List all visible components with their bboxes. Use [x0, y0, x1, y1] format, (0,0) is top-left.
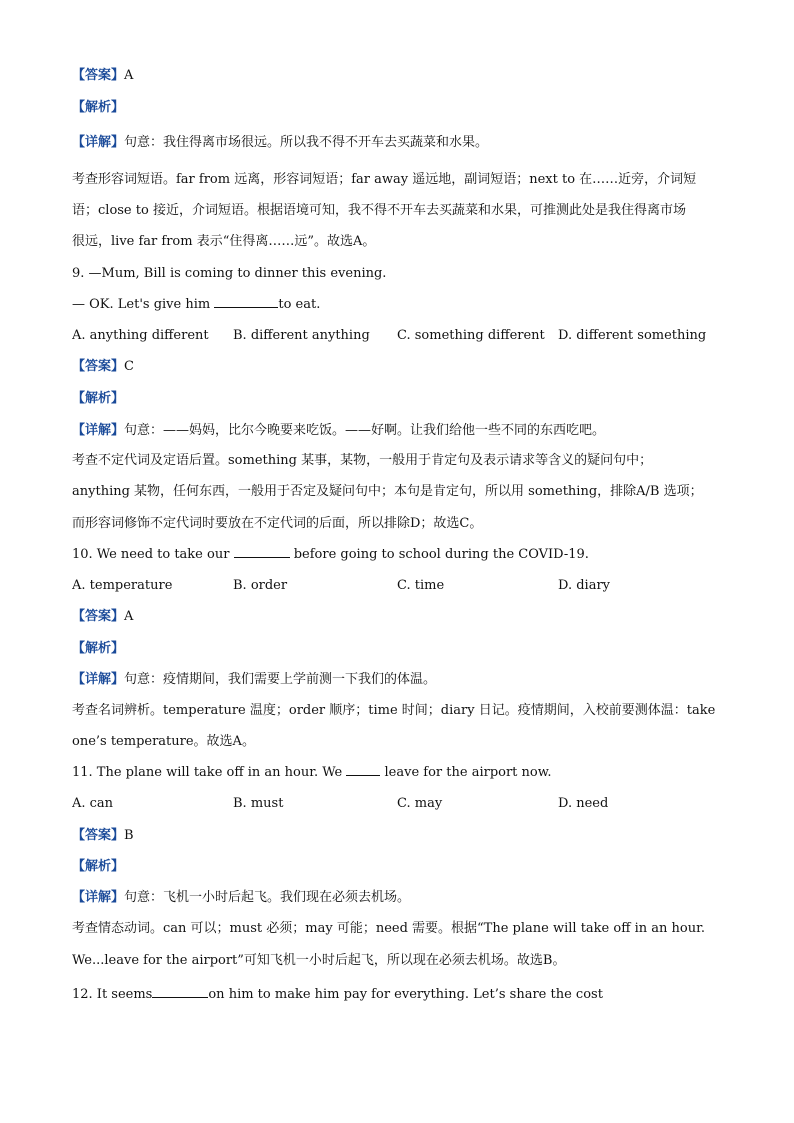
answer-value: A [124, 609, 134, 624]
answer-label: 【答案】 [72, 68, 125, 83]
question-text: on him to make him pay for everything. Let’s share the cost [208, 987, 603, 1002]
analysis-label: 【解析】 [72, 100, 125, 115]
question-text: 12. It seems [72, 987, 153, 1002]
question-line [72, 545, 722, 565]
explanation-line: 考查形容词短语。far from 远离，形容词短语；far away 遥远地，副词短语；next to 在……近旁，介词短 [72, 172, 697, 187]
analysis-label: 【解析】 [72, 641, 125, 656]
option-a: A. anything different [72, 328, 209, 343]
detail-text: 句意：疫情期间，我们需要上学前测一下我们的体温。 [124, 672, 437, 687]
question-text: to eat. [278, 297, 321, 312]
analysis-line [72, 639, 722, 659]
option-a: A. temperature [72, 578, 173, 593]
answer-blank [214, 295, 278, 308]
detail-line [72, 133, 722, 153]
answer-line [72, 357, 722, 377]
detail-text: 句意：我住得离市场很远。所以我不得不开车去买蔬菜和水果。 [124, 135, 489, 150]
explanation-line: 考查不定代词及定语后置。something 某事，某物，一般用于肯定句及表示请求等含义的疑问句中； [72, 453, 653, 468]
detail-label: 【详解】 [72, 672, 125, 687]
question-text: 10. We need to take our [72, 547, 234, 562]
option-a: A. can [72, 796, 114, 811]
analysis-label: 【解析】 [72, 391, 125, 406]
answer-blank [234, 545, 290, 558]
question-line [72, 295, 722, 315]
option-c: C. something different [397, 328, 545, 343]
question-text: 11. The plane will take off in an hour. We [72, 765, 347, 780]
answer-blank [152, 985, 208, 998]
detail-label: 【详解】 [72, 135, 125, 150]
option-d: D. need [558, 796, 609, 811]
explanation-line: 考查情态动词。can 可以；must 必须；may 可能；need 需要。根据“The plane will take off in an hour. [72, 921, 705, 936]
option-b: B. order [233, 578, 288, 593]
answer-label: 【答案】 [72, 828, 125, 843]
question-text: leave for the airport now. [380, 765, 552, 780]
question-text: before going to school during the COVID-19. [289, 547, 589, 562]
explanation-line: 语；close to 接近，介词短语。根据语境可知，我不得不开车去买蔬菜和水果，可推测此处是我住得离市场 [72, 203, 686, 218]
question-text: — OK. Let's give him [72, 297, 215, 312]
options-row [72, 326, 732, 346]
detail-text: 句意：——妈妈，比尔今晚要来吃饭。——好啊。让我们给他一些不同的东西吃吧。 [124, 423, 606, 438]
answer-line [72, 66, 722, 86]
question-line [72, 763, 722, 783]
answer-label: 【答案】 [72, 609, 125, 624]
detail-text: 句意：飞机一小时后起飞。我们现在必须去机场。 [124, 890, 411, 905]
detail-line [72, 421, 722, 441]
answer-value: B [124, 828, 134, 843]
detail-line [72, 670, 722, 690]
option-c: C. time [397, 578, 445, 593]
answer-value: A [124, 68, 134, 83]
analysis-label: 【解析】 [72, 859, 125, 874]
answer-label: 【答案】 [72, 359, 125, 374]
detail-label: 【详解】 [72, 890, 125, 905]
analysis-line [72, 857, 722, 877]
question-line [72, 985, 722, 1005]
explanation-line: We...leave for the airport”可知飞机一小时后起飞，所以现在必须去机场。故选B。 [72, 953, 566, 968]
answer-line [72, 607, 722, 627]
option-c: C. may [397, 796, 443, 811]
answer-line [72, 826, 722, 846]
analysis-line [72, 98, 722, 118]
answer-blank [346, 763, 380, 776]
question-line: 9. —Mum, Bill is coming to dinner this evening. [72, 266, 387, 281]
explanation-line: 很远，live far from 表示“住得离……远”。故选A。 [72, 234, 376, 249]
explanation-line: 考查名词辨析。temperature 温度；order 顺序；time 时间；diary 日记。疫情期间，入校前要测体温：take [72, 703, 716, 718]
explanation-line: one’s temperature。故选A。 [72, 734, 255, 749]
options-row [72, 794, 732, 814]
option-d: D. different something [558, 328, 707, 343]
option-b: B. must [233, 796, 284, 811]
option-b: B. different anything [233, 328, 370, 343]
detail-line [72, 888, 722, 908]
explanation-line: anything 某物，任何东西，一般用于否定及疑问句中；本句是肯定句，所以用 something，排除A/B 选项； [72, 484, 703, 499]
option-d: D. diary [558, 578, 611, 593]
explanation-line: 而形容词修饰不定代词时要放在不定代词的后面，所以排除D；故选C。 [72, 516, 483, 531]
options-row [72, 576, 732, 596]
answer-value: C [124, 359, 134, 374]
analysis-line [72, 389, 722, 409]
detail-label: 【详解】 [72, 423, 125, 438]
